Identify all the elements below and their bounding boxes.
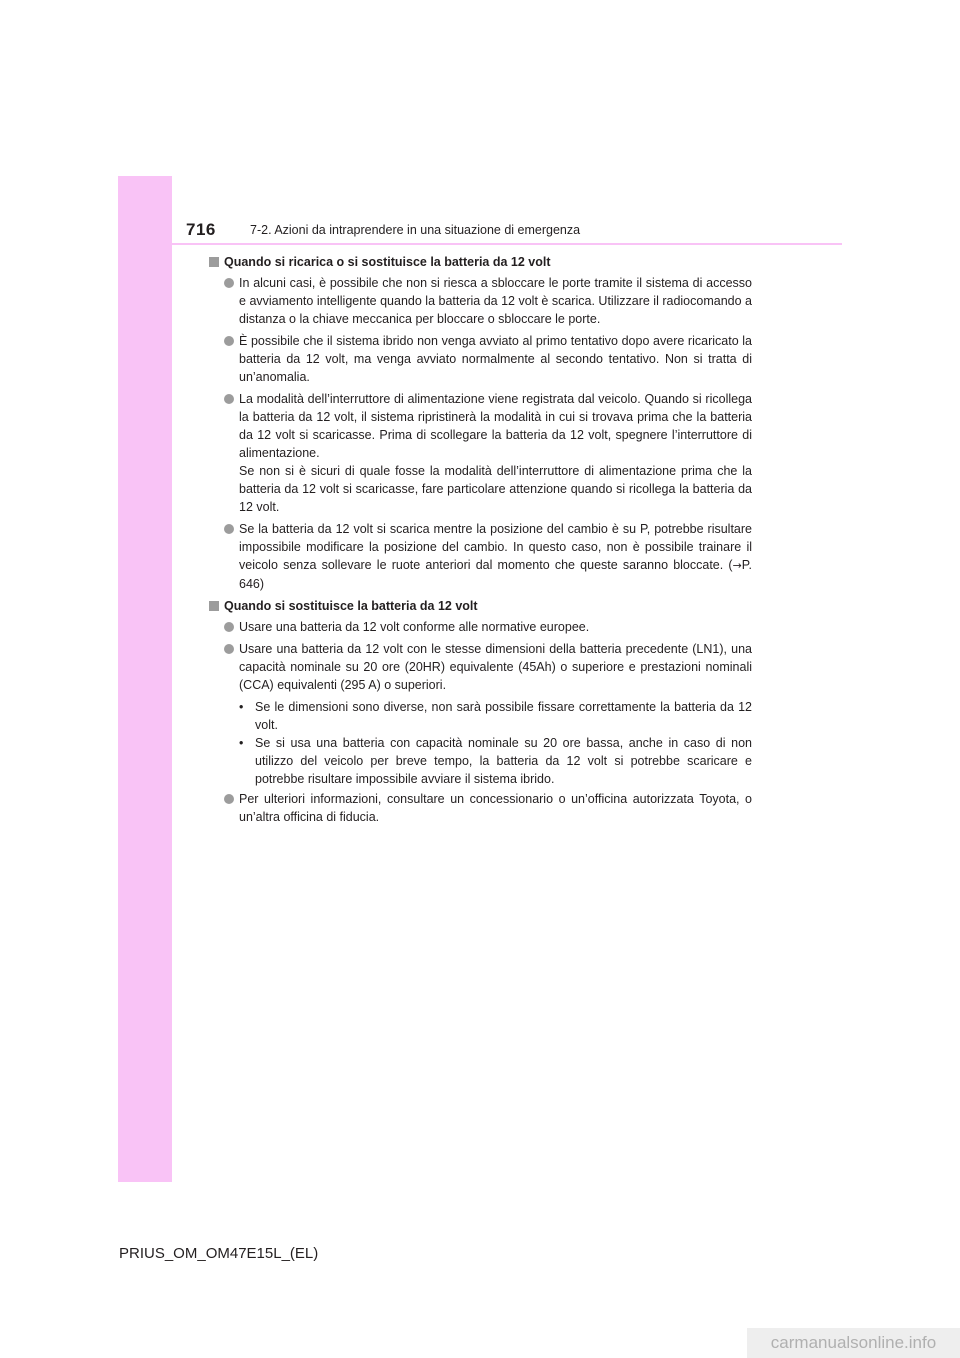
item-text: Se la batteria da 12 volt si scarica mentre la posizione del cambio è su P, potrebbe risultare impossibile modificare la posizione del cambio. In questo caso, non è possibile trainare il veicolo senza sollevare le ruote anteriori dal momento che queste saranno bloccate. ( — [239, 522, 752, 572]
item-text: Per ulteriori informazioni, consultare un concessionario o un’officina autorizzata Toyota, o un’altra officina di fiducia. — [239, 792, 752, 824]
side-tab-band — [118, 176, 172, 1182]
list-item — [209, 790, 752, 826]
section-heading-replacing — [209, 597, 752, 615]
item-text: Usare una batteria da 12 volt conforme alle normative europee. — [239, 620, 590, 634]
circle-bullet-icon — [224, 336, 234, 346]
list-item — [209, 274, 752, 328]
chapter-title: 7-2. Azioni da intraprendere in una situazione di emergenza — [250, 223, 581, 237]
circle-bullet-icon — [224, 622, 234, 632]
circle-bullet-icon — [224, 394, 234, 404]
circle-bullet-icon — [224, 794, 234, 804]
square-bullet-icon — [209, 601, 219, 611]
page-reference-link[interactable]: P. 646) — [239, 558, 752, 591]
list-item — [209, 640, 752, 694]
item-text-continued: Se non si è sicuri di quale fosse la modalità dell’interruttore di alimentazione prima che la batteria da 12 volt si scaricasse, fare particolare attenzione quando si ricollega la batteria da 12 volt. — [239, 464, 752, 514]
sub-item-text: Se si usa una batteria con capacità nominale su 20 ore bassa, anche in caso di non utilizzo del veicolo per breve tempo, la batteria da 12 volt si potrebbe scaricare e potrebbe risultare impossibile avviare il sistema ibrido. — [255, 736, 752, 786]
sub-list — [209, 698, 752, 788]
sub-item-text: Se le dimensioni sono diverse, non sarà possibile fissare correttamente la batteria da 12 volt. — [255, 700, 752, 732]
watermark-link[interactable]: carmanualsonline.info — [747, 1328, 960, 1358]
page-content — [209, 253, 752, 830]
sub-list-item — [239, 734, 752, 788]
circle-bullet-icon — [224, 644, 234, 654]
section-heading-charging — [209, 253, 752, 271]
circle-bullet-icon — [224, 278, 234, 288]
square-bullet-icon — [209, 257, 219, 267]
list-item — [209, 390, 752, 516]
item-text: In alcuni casi, è possibile che non si riesca a sbloccare le porte tramite il sistema di accesso e avviamento intelligente quando la batteria da 12 volt è scarica. Utilizzare il radiocomando a distanza o la chiave meccanica per bloccare o sbloccare le porte. — [239, 276, 752, 326]
page-number: 716 — [186, 220, 216, 239]
heading-text: Quando si sostituisce la batteria da 12 volt — [224, 599, 478, 613]
item-text: È possibile che il sistema ibrido non venga avviato al primo tentativo dopo avere ricaricato la batteria da 12 volt, ma venga avviato normalmente al secondo tentativo. Non si tratta di un’anomalia. — [239, 334, 752, 384]
header-rule — [172, 243, 842, 245]
dot-bullet-icon: • — [239, 700, 244, 714]
heading-text: Quando si ricarica o si sostituisce la batteria da 12 volt — [224, 255, 551, 269]
circle-bullet-icon — [224, 524, 234, 534]
item-text: Usare una batteria da 12 volt con le stesse dimensioni della batteria precedente (LN1), una capacità nominale su 20 ore (20HR) equivalente (45Ah) o superiore e prestazioni nominali (CCA) equivalenti (295 A) o superiori. — [239, 642, 752, 692]
list-item — [209, 618, 752, 636]
sub-list-item — [239, 698, 752, 734]
list-item — [209, 332, 752, 386]
item-text: La modalità dell’interruttore di alimentazione viene registrata dal veicolo. Quando si ricollega la batteria da 12 volt, il sistema ripristinerà la modalità in cui si trovava prima che la batteria da 12 volt si scaricasse. Prima di scollegare la batteria da 12 volt, spegnere l’interruttore di alimentazione. — [239, 392, 752, 460]
arrow-right-icon: → — [732, 559, 742, 572]
list-item — [209, 520, 752, 593]
dot-bullet-icon: • — [239, 736, 244, 750]
document-code: PRIUS_OM_OM47E15L_(EL) — [119, 1245, 319, 1262]
